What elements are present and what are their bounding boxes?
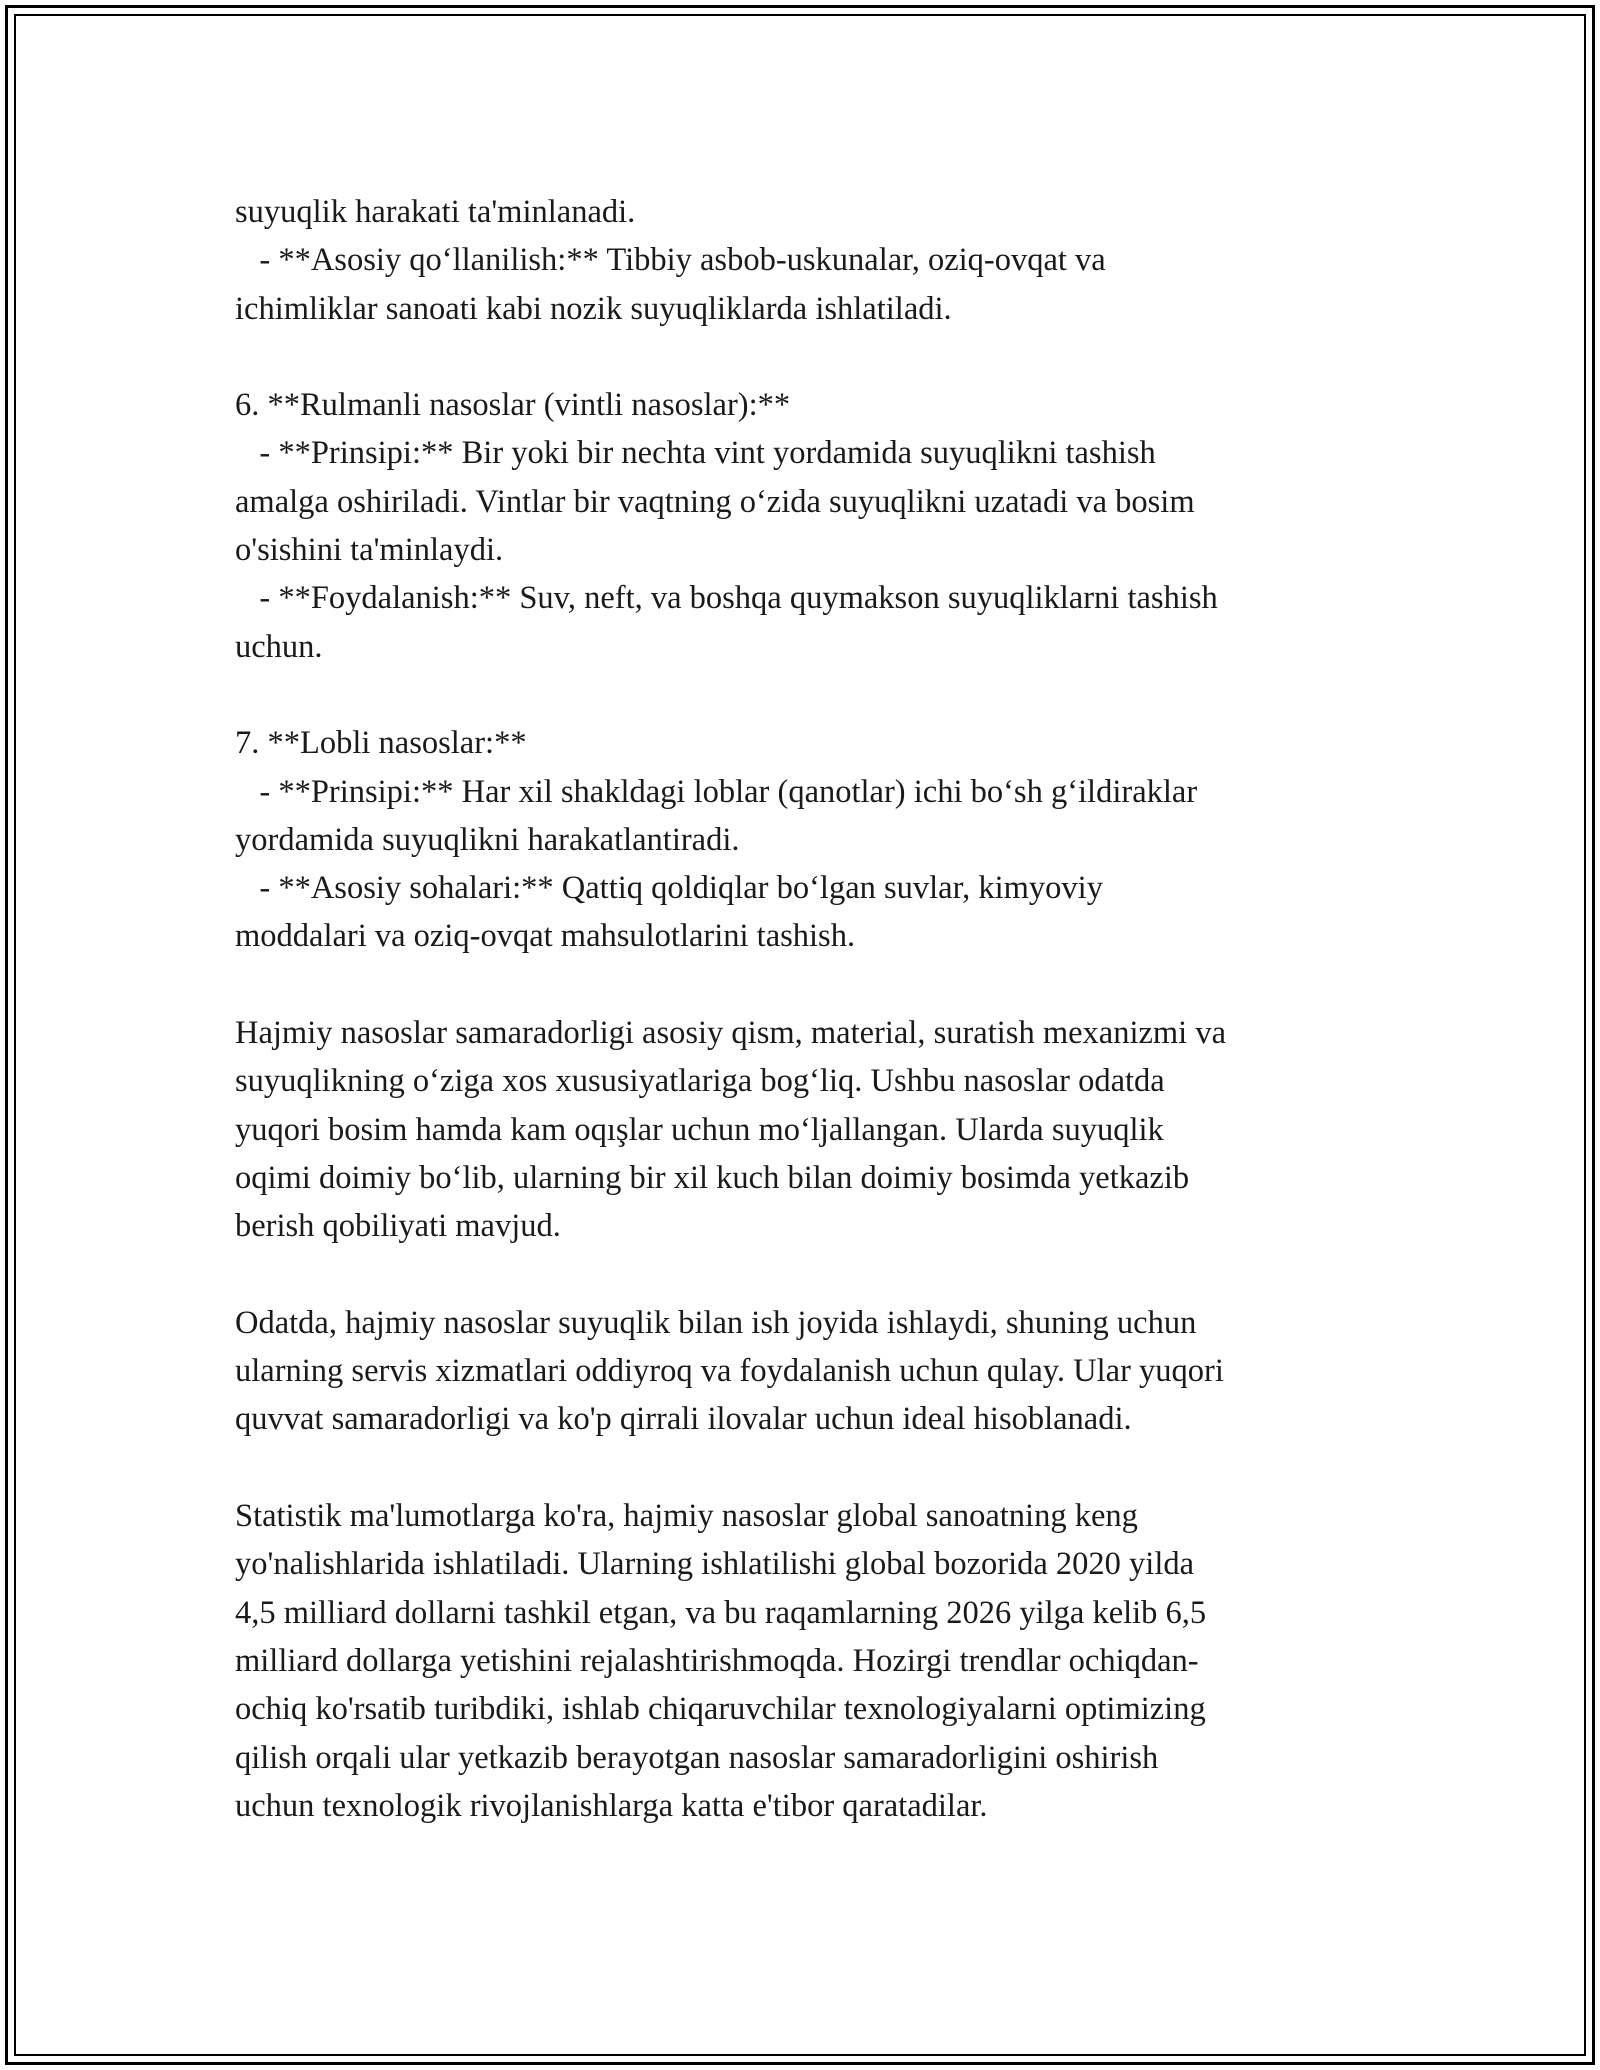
text-line: berish qobiliyati mavjud. [235,1208,561,1245]
text-line: Odatda, hajmiy nasoslar suyuqlik bilan ish joyida ishlaydi, shuning uchun [235,1304,1197,1341]
text-line: - **Foydalanish:** Suv, neft, va boshqa quymakson suyuqliklarni tashish [235,580,1218,617]
text-line: - **Prinsipi:** Har xil shakldagi loblar (qanotlar) ichi bo‘sh g‘ildiraklar [235,773,1198,810]
text-line: ichimliklar sanoati kabi nozik suyuqliklarda ishlatiladi. [235,290,952,327]
text-line: o'sishini ta'minlaydi. [235,532,504,569]
text-line: qilish orqali ular yetkazib berayotgan nasoslar samaradorligini oshirish [235,1739,1159,1776]
document-body [235,188,1365,1830]
list-heading: 6. **Rulmanli nasoslar (vintli nasoslar):** [235,387,791,424]
text-line: yordamida suyuqlikni harakatlantiradi. [235,821,740,858]
text-line: moddalari va oziq-ovqat mahsulotlarini tashish. [235,918,856,955]
text-line: quvvat samaradorligi va ko'p qirrali ilovalar uchun ideal hisoblanadi. [235,1401,1132,1438]
paragraph-gap [235,1251,1365,1299]
text-line: uchun texnologik rivojlanishlarga katta e'tibor qaratadilar. [235,1787,988,1824]
text-line: ochiq ko'rsatib turibdiki, ishlab chiqaruvchilar texnologiyalarni optimizing [235,1691,1206,1728]
list-heading: 7. **Lobli nasoslar:** [235,725,527,762]
text-line: yuqori bosim hamda kam oqışlar uchun mo‘ljallangan. Ularda suyuqlik [235,1111,1164,1148]
text-line: Hajmiy nasoslar samaradorligi asosiy qism, material, suratish mexanizmi va [235,1015,1227,1052]
text-line: milliard dollarga yetishini rejalashtirishmoqda. Hozirgi trendlar ochiqdan- [235,1642,1199,1679]
text-line: oqimi doimiy bo‘lib, ularning bir xil kuch bilan doimiy bosimda yetkazib [235,1159,1190,1196]
text-line: ularning servis xizmatlari oddiyroq va foydalanish uchun qulay. Ular yuqori [235,1353,1224,1390]
paragraph-gap [235,1444,1365,1492]
text-line: amalga oshiriladi. Vintlar bir vaqtning o‘zida suyuqlikni uzatadi va bosim [235,483,1195,520]
text-line: Statistik ma'lumotlarga ko'ra, hajmiy nasoslar global sanoatning keng [235,1498,1138,1535]
text-line: suyuqlik harakati ta'minlanadi. [235,194,636,230]
text-line: - **Asosiy qo‘llanilish:** Tibbiy asbob-uskunalar, oziq-ovqat va [235,242,1106,279]
text-line: yo'nalishlarida ishlatiladi. Ularning ishlatilishi global bozorida 2020 yilda [235,1546,1195,1583]
paragraph-gap [235,961,1365,1009]
text-line: suyuqlikning o‘ziga xos xususiyatlariga bog‘liq. Ushbu nasoslar odatda [235,1063,1165,1100]
paragraph-gap [235,671,1365,719]
paragraph-gap [235,333,1365,381]
text-line: - **Asosiy sohalari:** Qattiq qoldiqlar bo‘lgan suvlar, kimyoviy [235,870,1103,907]
text-line: - **Prinsipi:** Bir yoki bir nechta vint yordamida suyuqlikni tashish [235,435,1156,472]
text-line: 4,5 milliard dollarni tashkil etgan, va bu raqamlarning 2026 yilga kelib 6,5 [235,1594,1207,1631]
text-line: uchun. [235,628,323,665]
